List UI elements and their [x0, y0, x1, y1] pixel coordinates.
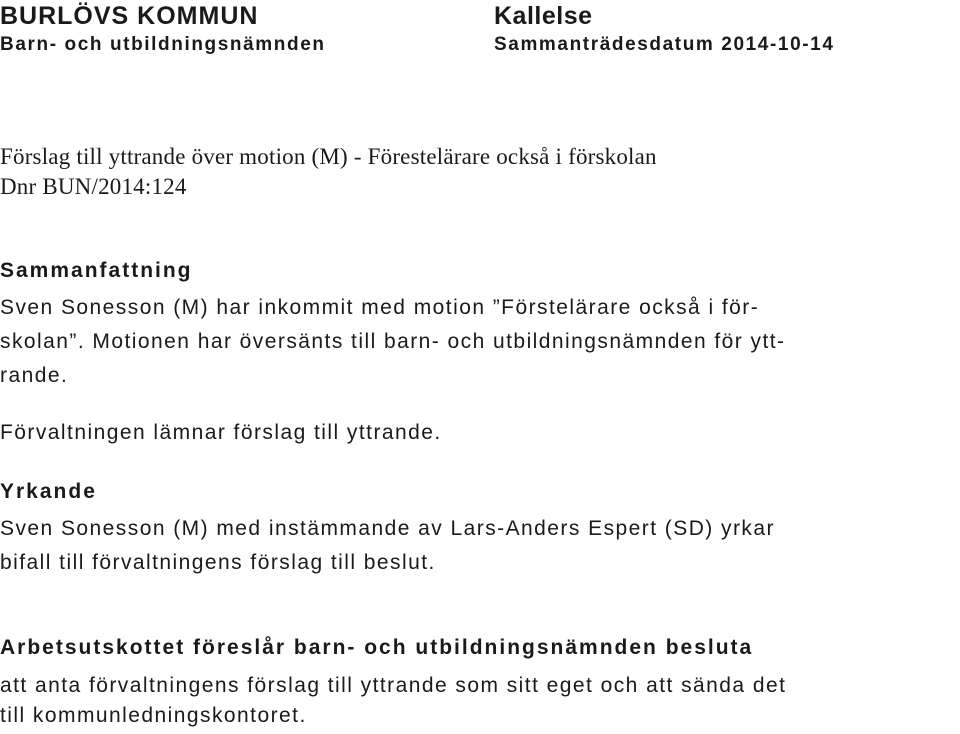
proposal-heading: Arbetsutskottet föreslår barn- och utbildningsnämnden besluta	[0, 636, 754, 659]
proposal-line: till kommunledningskontoret.	[0, 704, 307, 727]
item-dnr: Dnr BUN/2014:124	[0, 174, 187, 199]
summary-line: Sven Sonesson (M) har inkommit med motion ”Förstelärare också i för-	[0, 296, 760, 319]
summary-line: skolan”. Motionen har översänts till barn- och utbildningsnämnden för ytt-	[0, 330, 786, 353]
document-type: Kallelse	[494, 2, 593, 30]
meeting-date: Sammanträdesdatum 2014-10-14	[494, 34, 835, 55]
summary-line: rande.	[0, 364, 69, 387]
summary-heading: Sammanfattning	[0, 259, 193, 282]
administration-note: Förvaltningen lämnar förslag till yttrande.	[0, 421, 442, 444]
motion-heading: Yrkande	[0, 480, 97, 503]
item-title: Förslag till yttrande över motion (M) - Förestelärare också i förskolan	[0, 144, 657, 169]
proposal-line: att anta förvaltningens förslag till yttrande som sitt eget och att sända det	[0, 674, 787, 697]
motion-line: Sven Sonesson (M) med instämmande av Lars-Anders Espert (SD) yrkar	[0, 517, 775, 540]
motion-line: bifall till förvaltningens förslag till beslut.	[0, 551, 436, 574]
organization-name: BURLÖVS KOMMUN	[0, 2, 259, 30]
board-name: Barn- och utbildningsnämnden	[0, 34, 326, 55]
